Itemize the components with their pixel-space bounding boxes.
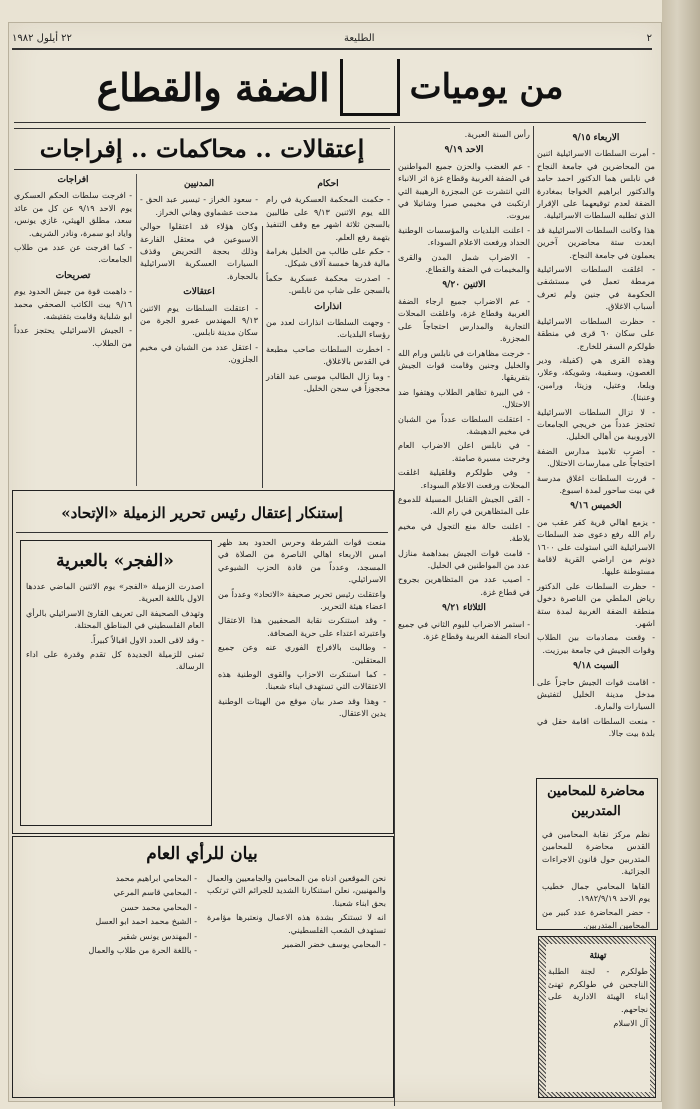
- masthead-title-part2: الضفة والقطاع: [96, 64, 330, 110]
- issue-date: ٢٢ أيلول ١٩٨٢: [12, 32, 72, 44]
- day-heading: الاربعاء ٩/١٥: [572, 133, 620, 143]
- news-paragraph: - اغلقت السلطات الاسرائيلية مرمطة تعمل في مستشفى الحكومة في جنين ولم تعرف أسباب الاغلاق.: [537, 264, 655, 312]
- news-paragraph: وهذه القرى هي (كفيلة، ودير الغصون، وسقيبة، وشويكة، وعلار، وبلعا، وعتيل، وزيتا، ورامين، وعنبتا).: [537, 354, 655, 403]
- news-paragraph: - يزمع اهالي قرية كفر عقب من رام الله رفع دعوى ضد السلطات الاسرائيلية التي استولت على ١٦٠٠ دونم من اراضي القرية لاقامة مستوطنة عليها.: [537, 516, 655, 577]
- news-paragraph: - عم الاضراب جميع ارجاء الضفة الغربية وقطاع غزة، واغلقت المحلات التجارية والمدارس احتجاجاً على المجزرة.: [398, 295, 530, 344]
- column-statement: [18, 872, 386, 1092]
- subheading-arrests: اعتقالات: [183, 287, 215, 298]
- news-paragraph: - سعود الخراز - تيسير عبد الحق - مدحت عشماوي وهاني الخراز.: [140, 194, 258, 217]
- news-paragraph: - منعت السلطات اقامة حفل في بلدة بيت جالا.: [537, 715, 655, 739]
- news-paragraph: - في البيرة تظاهر الطلاب وهتفوا ضد الاحتلال.: [398, 386, 530, 410]
- news-paragraph: - في نابلس اعلن الاضراب العام وخرجت مسيرة صامتة.: [398, 440, 530, 463]
- news-paragraph: - اعتقل عدد من الشبان في مخيم الجلزون.: [140, 341, 258, 365]
- news-paragraph: - أمرت السلطات الاسرائيلية اثنين من المحاضرين في جامعة النجاح في نابلس هما الدكتور احمد حامد والدكتور ابراهيم الخواجا بمغادرة الضفة لعدم توقيعهما على الإقرار الذي تطلبه السلطات الاسرائيلية.: [537, 148, 655, 221]
- subheading-civilians: المدنيين: [184, 179, 214, 189]
- masthead-box-ornament: [340, 59, 400, 116]
- news-paragraph: - اعتقلت السلطات يوم الاثنين ٩/١٣ المهندس عمرو الجرة من سكان مدينة نابلس.: [140, 302, 258, 338]
- binding-strip: [662, 0, 700, 1109]
- news-paragraph: - اعتقلت السلطات عدداً من الشبان في مخيم الدهيشة.: [398, 413, 530, 436]
- news-paragraph: - القى الجيش القنابل المسيلة للدموع على المتظاهرين في رام الله.: [398, 493, 530, 517]
- day-heading: السبت ٩/١٨: [573, 661, 619, 672]
- news-paragraph: - وما زال الطالب موسى عبد القادر محجوزاً في سجن الخليل.: [266, 370, 390, 394]
- news-paragraph: - قررت السلطات اغلاق مدرسة في بيت ساحور لمدة اسبوع.: [537, 472, 655, 495]
- news-paragraph: - قامت قوات الجيش بمداهمة منازل عدد من المواطنين في الخليل.: [398, 547, 530, 570]
- news-paragraph: - اعلنت البلديات والمؤسسات الوطنية الحداد ورفعت الاعلام السوداء.: [398, 224, 530, 248]
- news-paragraph: - كما افرجت عن عدد من طلاب الجامعات.: [14, 242, 132, 265]
- subheading-warnings: انذارات: [314, 301, 342, 312]
- news-paragraph: - وقد استنكرت نقابة الصحفيين هذا الاعتقال واعتبرته اعتداء على حرية الصحافة.: [218, 615, 386, 638]
- subheading-releases: افراجات: [57, 175, 89, 185]
- column-rule: [262, 226, 263, 488]
- news-paragraph: انه لا تستنكر بشدة هذه الاعمال ونعتبرها مؤامرة تستهدف الشعب الفلسطيني.: [207, 912, 386, 935]
- news-paragraph: رأس السنة العبرية.: [464, 129, 530, 139]
- headline-statement-text: بيان للرأي العام: [146, 844, 258, 864]
- column-arrests: [14, 174, 258, 486]
- news-paragraph: - افرجت سلطات الحكم العسكري يوم الاحد ٩/١٩ عن كل من عائد سعد، مطلق الهيثي، غازي يونس، واياد ابو سمرة، ونادر الشريف.: [14, 190, 132, 238]
- signatory: - المحامي ابراهيم محمد: [115, 873, 197, 883]
- day-heading: الثلاثاء ٩/٢١: [442, 603, 486, 614]
- news-paragraph: - وقد لاقى العدد الاول اقبالاً كبيراً.: [90, 634, 204, 645]
- column-daily-diary-2: [398, 128, 530, 1100]
- page-masthead: [14, 52, 646, 123]
- news-paragraph: تمنى للزميلة الجديدة كل تقدم وقدرة على اداء الرسالة.: [26, 649, 204, 672]
- headline-condemnation: [16, 494, 388, 533]
- news-paragraph: واعتقلت رئيس تحرير صحيفة «الاتحاد» وعدداً من اعضاء هيئة التحرير.: [218, 588, 386, 612]
- masthead-title-part1: من يوميات: [409, 67, 564, 107]
- news-paragraph: طولكرم - لجنة الطلبة الناجحين في طولكرم تهنئ ابناء الهيئة الادارية على نجاحهم.: [548, 966, 648, 1014]
- column-condemnation: [218, 536, 386, 826]
- news-paragraph: - اخطرت السلطات صاحب مطبعة في القدس بالاغلاق.: [266, 343, 390, 367]
- news-paragraph: نظم مركز نقابة المحامين في القدس محاضرة للمحامين المتدربين حول قانون الاجراءات الجزائية.: [542, 829, 650, 877]
- news-paragraph: - اصدرت محكمة عسكرية حكماً بالسجن على شاب من نابلس.: [266, 272, 390, 296]
- column-daily-diary-1: [537, 128, 655, 776]
- column-rule: [533, 126, 534, 686]
- news-paragraph: - وجهت السلطات انذارات لعدد من رؤساء البلديات.: [266, 317, 390, 340]
- signatory: - باللغة الحرة من طلاب والعمال: [88, 945, 197, 956]
- news-paragraph: نحن الموقعين ادناه من المحامين والجامعيين والعمال والمهنيين، نعلن استنكارنا الشديد للجرائم التي ترتكب بحق ابناء شعبنا.: [207, 873, 386, 908]
- signatory: - الشيخ محمد احمد ابو العسل: [95, 916, 197, 927]
- signatory: - المهندس يونس شقير: [119, 930, 197, 941]
- news-paragraph: - لا تزال السلطات الاسرائيلية تحتجز عدداً من خريجي الجامعات الاوروبية من أهالي الخليل.: [537, 406, 655, 442]
- news-paragraph: - الجيش الاسرائيلي يحتجز عدداً من الطلاب.: [14, 325, 132, 348]
- news-paragraph: - عم الغضب والحزن جميع المواطنين في الضفة الغربية وقطاع غزة اثر الانباء التي انتشرت عن المجزرة الرهيبة التي ارتكبت في مخيمي صبرا وشاتيلا في بيروت.: [398, 160, 530, 221]
- news-paragraph: - اصيب عدد من المتظاهرين بجروح في قطاع غزة.: [398, 574, 530, 597]
- news-paragraph: هذا وكانت السلطات الاسرائيلية قد ابعدت ستة محاضرين آخرين يعملون في جامعة النجاح.: [537, 224, 655, 260]
- news-paragraph: - استمر الاضراب لليوم الثاني في جميع انحاء الضفة الغربية وقطاع غزة.: [398, 618, 530, 642]
- news-paragraph: القاها المحامي جمال خطيب يوم الاحد ١٩٨٢/٩/١٩.: [542, 880, 650, 904]
- headline-arrests-text: إعتقالات .. محاكمات .. إفراجات: [39, 134, 365, 163]
- page-number: ٢: [646, 32, 652, 44]
- page-header: [12, 28, 652, 50]
- news-paragraph: اصدرت الزميلة «الفجر» يوم الاثنين الماضي عددها الاول باللغة العبرية.: [26, 581, 204, 604]
- news-paragraph: - حكم على طالب من الخليل بغرامة مالية قدرها خمسة آلاف شيكل.: [266, 246, 390, 269]
- signature-line: آل الاسلام: [613, 1018, 648, 1029]
- column-alfajr: [26, 580, 204, 820]
- news-paragraph: - أضرب تلاميذ مدارس الضفة احتجاجاً على ممارسات الاحتلال.: [537, 445, 655, 469]
- news-paragraph: - وقعت مصادمات بين الطلاب وقوات الجيش في جامعة بيرزيت.: [537, 632, 655, 655]
- news-paragraph: - وطالبت بالافراج الفوري عنه وعن جميع المعتقلين.: [218, 642, 386, 665]
- signatory: - المحامي قاسم المرعي: [113, 887, 197, 898]
- news-paragraph: - وفي طولكرم وقلقيلية اغلقت المحلات ورفعت الاعلام السوداء.: [398, 467, 530, 490]
- signatory: - المحامي يوسف خضر الضمير: [282, 939, 386, 950]
- signatory: - المحامي محمد حسن: [120, 901, 197, 912]
- headline-alfajr: [24, 546, 206, 576]
- news-paragraph: - خرجت مظاهرات في نابلس ورام الله والخليل وجنين وقامت قوات الجيش بتفريقها.: [398, 347, 530, 383]
- day-heading: الاحد ٩/١٩: [444, 145, 484, 156]
- news-paragraph: - حظرت السلطات على الدكتور رياض الملطي من الناصرة دخول منطقة الضفة الغربية لمدة ستة اشهر.: [537, 580, 655, 629]
- news-paragraph: - حضر المحاضرة عدد كبير من المحامين المتدربين.: [542, 907, 650, 930]
- news-paragraph: - كما استنكرت الاحزاب والقوى الوطنية هذه الاعتقالات التي تستهدف ابناء شعبنا.: [218, 669, 386, 692]
- day-heading: الاثنين ٩/٢٠: [442, 280, 486, 291]
- headline-alfajr-text: «الفجر» بالعبرية: [56, 551, 174, 571]
- news-paragraph: - داهمت قوة من جيش الحدود يوم ٩/١٦ بيت الكاتب الصحفي محمد ابو شلباية وقامت بتفتيشه.: [14, 286, 132, 322]
- news-paragraph: - وهذا وقد صدر بيان موقع من الهيئات الوطنية يدين الاعتقال.: [218, 695, 386, 719]
- news-paragraph: منعت قوات الشرطة وحرس الحدود بعد ظهر امس الاربعاء اهالي الناصرة من الصلاة في المسجد، وعدداً من قادة الحزب الشيوعي الاسرائيلي.: [218, 537, 386, 585]
- column-congratulations: [546, 944, 650, 1092]
- news-paragraph: - حظرت السلطات الاسرائيلية على سكان ٦٠ قرى في منطقة طولكرم السفر للخارج.: [537, 315, 656, 351]
- news-paragraph: وكان هؤلاء قد اعتقلوا حوالي الاسبوعين في معتقل الفارعة وذلك بحجة التحريض وقذف السيارات العسكرية الاسرائيلية بالحجارة.: [140, 221, 258, 281]
- news-paragraph: - اعلنت حالة منع التجول في مخيم بلاطة.: [398, 520, 530, 544]
- day-heading: الخميس ٩/١٦: [570, 501, 622, 512]
- newspaper-name: الطليعة: [344, 32, 375, 44]
- headline-arrests: [14, 128, 390, 170]
- news-paragraph: - حكمت المحكمة العسكرية في رام الله يوم الاثنين ٩/١٣ على طالبين بالسجن ثلاثة اشهر مع وقف التنفيذ بتهمة رفع العلم.: [266, 194, 390, 242]
- subheading-sentences: احكام: [317, 179, 339, 189]
- headline-lecture-text: محاضرة للمحامين المتدربين: [547, 784, 645, 819]
- column-lecture: [542, 828, 650, 930]
- headline-statement: [16, 840, 388, 868]
- subheading-congratulations: تهنئة: [589, 951, 607, 961]
- news-paragraph: وتهدف الصحيفة الى تعريف القارئ الاسرائيلي بالرأي العام الفلسطيني في المناطق المحتلة.: [26, 607, 204, 631]
- headline-condemnation-text: إستنكار إعتقال رئيس تحرير الزميلة «الإتحاد»: [61, 504, 343, 522]
- column-rule: [394, 126, 395, 1106]
- subheading-statements: تصريحات: [55, 270, 91, 281]
- news-paragraph: - الاضراب شمل المدن والقرى والمخيمات في الضفة والقطاع.: [398, 251, 530, 275]
- news-paragraph: - اقامت قوات الجيش حاجزاً على مدخل مدينة الخليل لتفتيش السيارات والمارة.: [537, 676, 655, 712]
- headline-lecture: [540, 782, 652, 824]
